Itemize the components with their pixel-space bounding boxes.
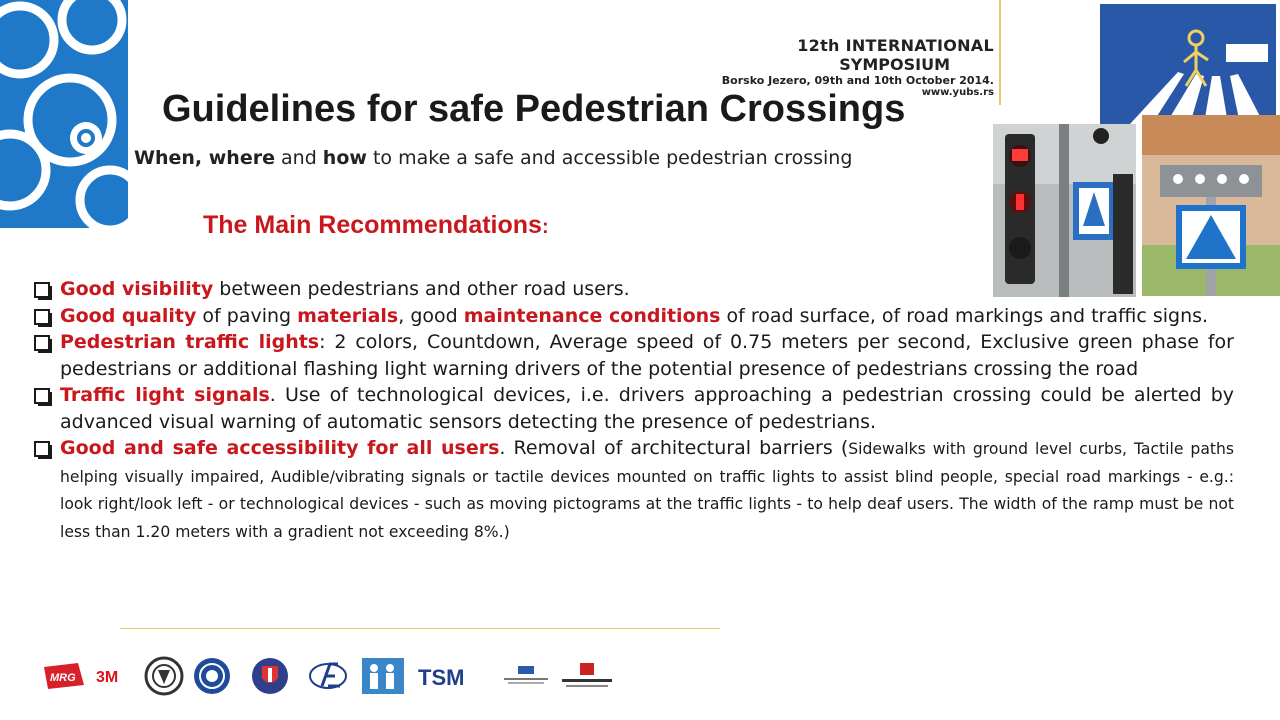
- seal-logo: [144, 656, 184, 696]
- subtitle-when: When,: [134, 147, 203, 169]
- symposium-website: www.yubs.rs: [921, 87, 994, 98]
- 3m-logo: [94, 656, 130, 696]
- subtitle-rest: to make a safe and accessible pedestrian crossing: [366, 147, 853, 169]
- section-heading-label: The Main Recommendations: [203, 211, 542, 239]
- mrg-logo-text: MRG: [50, 672, 76, 684]
- tsm-logo-text: TSM: [418, 665, 465, 690]
- tsm-logo: [416, 656, 482, 696]
- corner-graphic: [0, 0, 128, 228]
- section-heading-colon: :: [541, 216, 549, 238]
- rec-text-small: Sidewalks with ground level curbs, Tactile paths helping visually impaired, Audible/vibrating signals or tactile devices mounted on traffic lights to assist blind people, special road markings - e.g.: look right/look left - or technological devices - such as moving pictograms at the traffic lights - to help deaf users. The width of the ramp must be not less than 1.20 meters with a gradient not exceeding 8%.): [60, 440, 1234, 541]
- rec-lead: Pedestrian traffic lights: [60, 331, 320, 353]
- checkbox-bullet-icon: [34, 441, 50, 457]
- list-item: [34, 329, 1234, 382]
- mrg-logo: [44, 656, 84, 696]
- rec-text: of road surface, of road markings and traffic signs.: [720, 304, 1209, 327]
- page-subtitle: [134, 145, 984, 171]
- recommendation-list: [34, 276, 1234, 545]
- page-title: Guidelines for safe Pedestrian Crossings: [162, 88, 906, 130]
- subtitle-how: how: [322, 147, 367, 169]
- rec-highlight: materials: [297, 304, 399, 327]
- agency-logo-1: [502, 656, 550, 696]
- list-item: [34, 303, 1234, 330]
- fl-logo: [308, 656, 348, 696]
- rec-text: of paving: [196, 304, 298, 327]
- checkbox-bullet-icon: [34, 282, 50, 298]
- rec-lead: Good and safe accessibility for all users: [60, 437, 500, 459]
- traffic-light-photo: [993, 124, 1136, 297]
- subtitle-where: where: [202, 147, 275, 169]
- checkbox-bullet-icon: [34, 388, 50, 404]
- rec-lead: Good visibility: [60, 278, 214, 300]
- rec-lead: Traffic light signals: [60, 384, 270, 406]
- agency-logo-2: [560, 656, 614, 696]
- gold-divider-vertical: [999, 0, 1001, 105]
- pedestrian-sign-photo: [1142, 115, 1280, 296]
- rec-text: , good: [398, 304, 464, 327]
- rec-text: . Use of technological devices, i.e. drivers approaching a pedestrian crossing could be alerted by advanced visual warning of automatic sensors detecting the presence of pedestrians.: [60, 384, 1234, 433]
- subtitle-and: and: [274, 147, 323, 169]
- list-item: [34, 435, 1234, 545]
- guideline-cover-image: [1100, 4, 1276, 124]
- rec-lead: Good quality: [60, 304, 197, 327]
- sponsor-logos: [40, 656, 680, 696]
- symposium-venue-date: Borsko Jezero, 09th and 10th October 2014.: [721, 74, 994, 87]
- family-logo: [360, 656, 406, 696]
- rec-highlight: maintenance conditions: [463, 304, 721, 327]
- list-item: [34, 382, 1234, 435]
- section-heading: [203, 211, 549, 240]
- rec-text: . Removal of architectural barriers (: [499, 437, 849, 459]
- circle-blue-logo: [190, 656, 234, 696]
- checkbox-bullet-icon: [34, 335, 50, 351]
- list-item: [34, 276, 1234, 303]
- symposium-label: SYMPOSIUM: [839, 55, 950, 74]
- rec-text: : 2 colors, Countdown, Average speed of 0.75 meters per second, Exclusive green phase for pedestrians or additional flashing light warning drivers of the potential presence of pedestrians crossing the road: [60, 331, 1234, 380]
- rec-text: between pedestrians and other road users.: [213, 278, 630, 300]
- checkbox-bullet-icon: [34, 309, 50, 325]
- 3m-logo-text: 3M: [96, 669, 119, 686]
- shield-logo: [250, 656, 290, 696]
- symposium-edition: 12th INTERNATIONAL: [797, 36, 994, 55]
- gold-divider-horizontal: [120, 628, 720, 629]
